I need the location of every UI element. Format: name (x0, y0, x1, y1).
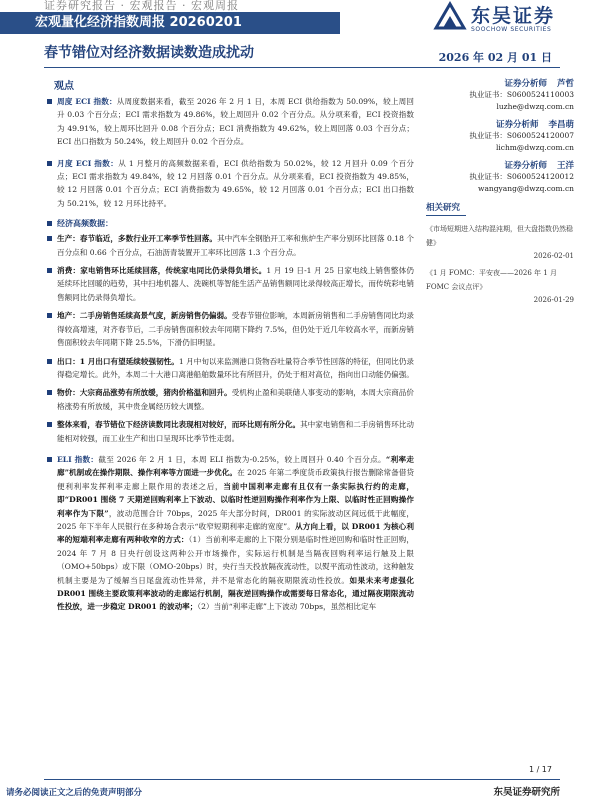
analyst-email[interactable]: luzhe@dwzq.com.cn (496, 102, 574, 111)
paragraph-lead: 地产：二手房销售延续高景气度，新房销售仍偏弱。 (57, 311, 232, 321)
analyst-role: 证券分析师 (504, 79, 547, 89)
logo-mark-icon (433, 1, 467, 33)
analyst-card (426, 159, 574, 195)
paragraph-production (44, 232, 414, 259)
paragraph-text: 从周度数据来看，截至 2026 年 2 月 1 日，本周 ECI 供给指数为 50.09%，较上周回升 0.03 个百分点；ECI 需求指数为 49.86%，较上周回升 0.02 个百分点。从分项来看，ECI 投资指数为 49.91%，较上周环比回升 0.08 个百分点；ECI 消费指数为 49.62%，较上周回落 0.03 个百分点；ECI 出口指数为 50.24%，较上周回升 0.02 个百分点。 (57, 97, 414, 147)
paragraph-text: 1 月 19 日-1 月 25 日家电线上销售整体仍延续环比回暖的趋势，其中扫地机器人、洗碗机等智能生活产品销售额同比录得较高正增长，而传统彩电销售额同比仍录得负增长。 (57, 266, 414, 302)
paragraph-consumption (44, 264, 414, 304)
bullet-square-icon (47, 390, 52, 395)
paragraph-overall (44, 418, 414, 445)
analyst-card (426, 77, 574, 113)
paragraph-text: 受机构止盈和美联储人事变动的影响，本周大宗商品价格涨势有所放缓，其中贵金属经历较大调整。 (57, 388, 414, 411)
report-series-title: 宏观量化经济指数周报 20260201 (35, 15, 242, 30)
analyst-email[interactable]: wangyang@dwzq.com.cn (478, 184, 574, 193)
bullet-square-icon (47, 359, 52, 364)
sidebar (426, 77, 574, 304)
analyst-card (426, 118, 574, 154)
analyst-name: 芦哲 (556, 79, 574, 89)
paragraph-emphasis: “利率走廊”机制或在操作期限、操作利率等方面进一步优化。 (57, 454, 414, 478)
page-number: 1 / 17 (528, 765, 552, 774)
paragraph-emphasis: 如果未来考虑强化 DR001 围绕主要政策利率波动的走廊运行机制，隔夜逆回购操作或需要每日常态化，通过隔夜期限流动性投放，进一步稳定 DR001 的波动率； (57, 575, 415, 612)
paragraph-text: 其中家电销售和二手房销售环比动能相对较强，而工业生产和出口呈现环比季节性走弱。 (57, 420, 414, 443)
analyst-name: 李昌萌 (548, 120, 574, 130)
paragraph-text: 1 月中旬以来监测港口货物吞吐量符合季节性回落的特征，但同比仍录得稳定增长。此外，本周二十大港口离港船舶数量环比有所回升，仍处于相对高位，指向出口动能仍偏强。 (57, 356, 414, 379)
paragraph-lead: 出口：1 月出口有望延续较强韧性。 (57, 356, 179, 366)
title-divider (44, 67, 560, 68)
report-date: 2026 年 02 月 01 日 (438, 51, 552, 64)
footer-divider (44, 779, 560, 780)
paragraph-lead: 周度 ECI 指数： (57, 97, 117, 106)
logo-text: 东吴证券 (471, 5, 556, 27)
bullet-square-icon (47, 457, 52, 462)
paragraph-text: 从 1 月整月的高频数据来看，ECI 供给指数为 50.02%，较 12 月回升 0.09 个百分点；ECI 需求指数为 49.84%，较 12 月回落 0.01 个百分点。从分项来看，ECI 投资指数为 49.85%，较 12 月回落 0.01 个百分点；ECI 消费指数为 49.65%，较 12 月回落 0.01 个百分点；ECI 出口指数为 50.21%，较 12 月环比持平。 (57, 158, 414, 208)
analyst-email[interactable]: lichm@dwzq.com.cn (495, 143, 574, 152)
analyst-role: 证券分析师 (495, 120, 539, 130)
bullet-square-icon (47, 313, 52, 318)
main-content (44, 95, 414, 618)
footer-brand: 东吴证券研究所 (493, 787, 560, 798)
related-research-date: 2026-02-01 (533, 252, 574, 260)
paragraph-lead: 整体来看，春节错位下经济读数同比表现相对较好，而环比则有所分化。 (57, 420, 301, 430)
section-heading-text: 经济高频数据： (57, 218, 113, 229)
analyst-cert: 执业证书：S0600524110003 (469, 90, 574, 99)
related-research-item[interactable]: 《市场短期进入结构混沌期，但大盘指数仍然稳健》 (426, 225, 573, 247)
bullet-square-icon (47, 236, 52, 241)
report-category: 证券研究报告 · 宏观报告 · 宏观周报 (44, 0, 239, 12)
section-heading-view: 观点 (54, 81, 74, 92)
page-title: 春节错位对经济数据读数造成扰动 (44, 45, 254, 61)
paragraph-lead: ELI 指数： (57, 454, 99, 464)
paragraph-emphasis: 从方向上看，以 DR001 为核心利率的短端利率走廊有两种收窄的方式： (57, 521, 414, 545)
analyst-cert: 执业证书：S0600524120012 (469, 172, 574, 181)
paragraph-lead: 月度 ECI 指数： (57, 158, 119, 168)
paragraph-lead: 消费：家电销售环比延续回落，传统家电同比仍录得负增长。 (57, 266, 267, 276)
paragraph-text: 受春节错位影响，本周新房销售和二手房销售同比均录得较高增速，对齐春节后，二手房销售面积较去年同期下降约 7.5%，但仍处于近几年较高水平，而新房销售面积较去年同期下降 25.5%，下滑仍旧明显。 (57, 311, 414, 348)
bullet-square-icon (47, 221, 52, 226)
paragraph-text: 其中汽车全钢胎开工率和焦炉生产率分别环比回落 0.18 个百分点和 0.66 个百分点，石油沥青装置开工率环比回落 1.3 个百分点。 (57, 234, 414, 257)
paragraph-text: ，波动范围合计 70bps，2025 年大部分时间，DR001 的实际波动区间远低于此幅度，2025 年下半年人民银行在多种场合表示“收窄短期利率走廊的宽度”。 (57, 508, 414, 531)
logo-subtext: SOOCHOW SECURITIES (471, 26, 552, 33)
related-research-date: 2026-01-29 (533, 296, 574, 304)
paragraph-text: （2）当前“利率走廊”上下波动 70bps，虽然相比定车 (197, 602, 377, 612)
footer-disclaimer: 请务必阅读正文之后的免责声明部分 (6, 788, 143, 798)
bullet-square-icon (47, 161, 52, 166)
analyst-name: 王洋 (556, 161, 574, 171)
related-research-item[interactable]: 《1 月 FOMC：平安夜——2026 年 1 月 FOMC 会议点评》 (426, 269, 557, 291)
bullet-square-icon (47, 422, 52, 427)
paragraph-export (44, 355, 414, 382)
paragraph-lead: 物价：大宗商品涨势有所放缓，猪肉价格温和回升。 (57, 388, 232, 398)
bullet-square-icon (47, 99, 52, 104)
paragraph-weekly-eci (44, 95, 414, 149)
analyst-role: 证券分析师 (504, 161, 547, 171)
paragraph-monthly-eci (44, 157, 414, 211)
paragraph-lead: 生产：春节临近，多数行业开工率季节性回落。 (57, 234, 217, 244)
paragraph-text: 截至 2026 年 2 月 1 日，本周 ELI 指数为-0.25%，较上周回升 0.40 个百分点。 (98, 454, 386, 464)
paragraph-emphasis: 当前中国利率走廊有且仅有一条实际执行约的走廊，即“DR001 围绕 7 天期逆回购利率上下波动、以临时性逆回购操作利率作为上限、以临时性正回购操作利率作为下限” (57, 481, 415, 518)
section-heading-economy (44, 218, 414, 229)
paragraph-text: （1）当前利率走廊的上下限分别是临时性逆回购和临时性正回购，2024 年 7 月 8 日央行创设这两种公开市场操作，实际运行机制是当隔夜回购利率运行触及上限（OMO+50bps）或下限（OMO-20bps）时，央行当天投放隔夜流动性，以熨平流动性波动，这种触发机制主要是为了缓解当日尾盘流动性异常，并不是常态化的隔夜期限流动性投放。 (57, 535, 415, 585)
bullet-square-icon (47, 268, 52, 273)
analyst-cert: 执业证书：S0600524120007 (469, 131, 574, 140)
paragraph-eli (44, 453, 414, 614)
paragraph-text: 在 2025 年第二季度货币政策执行报告删除常备借贷便利利率发挥利率走廊上限作用的表述之后， (57, 468, 414, 491)
paragraph-prices (44, 386, 414, 413)
company-logo (433, 1, 593, 39)
related-research-heading: 相关研究 (426, 201, 466, 216)
paragraph-property (44, 309, 414, 349)
